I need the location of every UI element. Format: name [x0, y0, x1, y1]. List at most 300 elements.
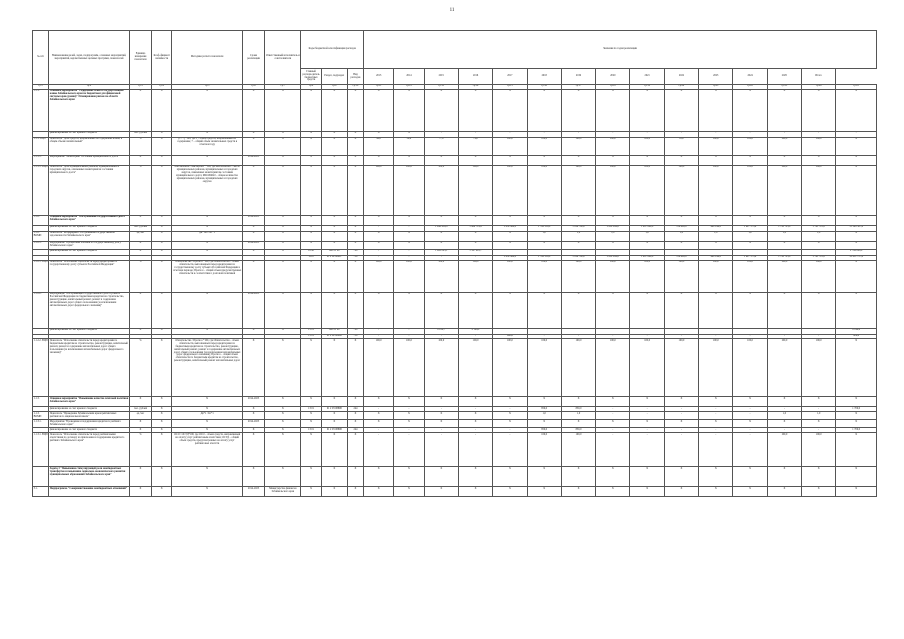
table-cell: X [152, 215, 172, 225]
header-year: 2023 [699, 69, 733, 85]
table-cell: 100,0 [364, 165, 394, 215]
table-cell: 060 01 00 [321, 328, 347, 334]
row-number-cell: 1.1.2. ВОМП [33, 231, 49, 241]
table-cell: ед./час [129, 412, 151, 420]
table-cell: X [265, 328, 301, 334]
table-cell: X [424, 241, 458, 249]
table-cell: X [699, 420, 733, 428]
table-cell: X [493, 89, 527, 131]
table-cell: - [699, 407, 733, 412]
table-cell: 100,0 [699, 339, 733, 397]
table-cell: 01 2 02 06898 [321, 334, 347, 339]
table-cell: X [152, 420, 172, 428]
column-number: гр.16 [527, 85, 561, 90]
table-cell: 79,0 [458, 137, 492, 155]
table-cell: - [424, 255, 458, 260]
table-cell: - [630, 433, 664, 467]
table-cell: X [152, 467, 172, 487]
table-cell: X [561, 215, 595, 225]
table-cell: 100,0 [458, 339, 492, 397]
table-cell: X [664, 89, 698, 131]
table-cell: тыс. рублей [129, 225, 151, 231]
table-cell: X [836, 215, 877, 225]
table-cell: X [664, 241, 698, 249]
table-cell: X [321, 397, 347, 407]
table-cell: 100,0 [733, 260, 767, 292]
table-cell: - [802, 334, 836, 339]
table-cell: X [265, 165, 301, 215]
table-cell: 100,0 [630, 165, 664, 215]
table-cell: Обязательства / Прогноз *100, где Обязательства – объем обязательств, выполненных перед кредиторами по государственному долгу субъекта Российской Федерации в отчетном периоде; Прогноз – общий объем предусмотренных обязательств в соответствии с долговой политикой [172, 260, 243, 292]
table-cell: - [596, 407, 630, 412]
table-cell: X [321, 260, 347, 292]
table-cell: X [767, 292, 801, 328]
table-cell: X [836, 241, 877, 249]
table-cell: X [699, 292, 733, 328]
table-cell: 1 627 375,4 [733, 255, 767, 260]
table-cell: 100,0 [561, 339, 595, 397]
table-cell: X [733, 155, 767, 165]
table-cell: 1301 [301, 255, 321, 260]
table-cell: 1 700,0 [836, 428, 877, 433]
table-cell: X [152, 231, 172, 241]
table-cell: - [630, 131, 664, 137]
table-row [33, 260, 877, 292]
table-cell: - [733, 433, 767, 467]
table-cell: X [394, 89, 424, 131]
table-cell: MR.MOmOm / MR.MOmO * 100, где MR.MOmOm – число муниципальных районов, муниципальных и городских округов, охваченных мониторингом состояния муниципального долга; MR.MOmO – общее количество муниципальных районов, муниципальных и городских округов [172, 165, 243, 215]
table-cell: Министерство финансов Забайкальского края [265, 487, 301, 497]
table-cell: 1 096 956,8 [424, 225, 458, 231]
table-cell: - [458, 428, 492, 433]
table-cell: X [152, 407, 172, 412]
table-cell: 100,0 [561, 137, 595, 155]
column-number: гр.19 [630, 85, 664, 90]
table-cell: X [733, 420, 767, 428]
table-cell: X [802, 155, 836, 165]
table-cell: X [458, 412, 492, 420]
table-cell: X [242, 225, 264, 231]
table-cell: - [596, 412, 630, 420]
table-cell: 100,0 [767, 339, 801, 397]
table-cell: X [767, 420, 801, 428]
table-cell: X [664, 215, 698, 225]
table-cell: 100,0 [699, 165, 733, 215]
table-cell: 100,0 [424, 165, 458, 215]
table-cell: 100,0 [596, 339, 630, 397]
table-cell: 100,0 [527, 260, 561, 292]
table-cell: X [301, 467, 321, 487]
column-number: гр.13 [424, 85, 458, 90]
table-cell: - [394, 428, 424, 433]
table-cell: 786 620,0 [664, 225, 698, 231]
table-cell: 85,0 [664, 137, 698, 155]
table-cell: 1 969 719,9 [458, 225, 492, 231]
table-cell: X [458, 89, 492, 131]
table-cell: X [596, 292, 630, 328]
table-cell: 244 [347, 428, 363, 433]
table-cell: X [699, 487, 733, 497]
column-number: гр.25 [836, 85, 877, 90]
table-cell: X [321, 225, 347, 231]
table-cell: 1,0 [561, 412, 595, 420]
table-cell: X [630, 420, 664, 428]
table-cell: 100,0 [767, 137, 801, 155]
table-cell: X [321, 339, 347, 397]
table-cell: X [152, 137, 172, 155]
column-number: гр.20 [664, 85, 698, 90]
column-number: гр.11 [364, 85, 394, 90]
table-cell: X [172, 225, 243, 231]
table-cell: X [347, 131, 363, 137]
row-name-cell: Основное мероприятие "Обслуживание государственного долга Забайкальского края" [49, 215, 130, 225]
table-cell: 2014-2025 [242, 487, 264, 497]
table-cell: - [364, 255, 394, 260]
table-cell: - [664, 131, 698, 137]
table-cell: - [767, 131, 801, 137]
column-number: гр.10 [347, 85, 363, 90]
row-number-cell: 1.1.2.2. ВЦП [33, 339, 49, 397]
table-cell: X [664, 397, 698, 407]
table-cell: - [767, 428, 801, 433]
row-name-cell: Показатель "Исполнение обязательств перед кредиторами по бюджетным кредитам на строительство, реконструкцию, капитальный ремонт, ремонт и содержание автомобильных дорог общего пользования (за исключением автомобильных дорог федерального значения)" [49, 339, 130, 397]
table-cell: X [152, 412, 172, 420]
table-cell: X [364, 215, 394, 225]
table-cell: X [265, 433, 301, 467]
table-cell: X [836, 420, 877, 428]
table-cell: X [265, 241, 301, 249]
table-cell: X [129, 215, 151, 225]
table-cell: X [561, 89, 595, 131]
table-cell: X [767, 241, 801, 249]
header-year: 2017 [493, 69, 527, 85]
table-cell: X [152, 328, 172, 334]
table-cell: X [172, 397, 243, 407]
table-cell: 100,0 [664, 260, 698, 292]
table-cell: X [596, 215, 630, 225]
table-cell: X [347, 215, 363, 225]
table-cell: X [242, 165, 264, 215]
table-cell: X [321, 131, 347, 137]
table-cell: X [596, 467, 630, 487]
column-number: гр.24 [802, 85, 836, 90]
table-cell: X [493, 215, 527, 225]
table-cell: X [561, 155, 595, 165]
table-cell: X [265, 420, 301, 428]
table-cell: - [458, 131, 492, 137]
table-cell: 100,0 [630, 260, 664, 292]
table-cell: X [347, 241, 363, 249]
table-cell: - [802, 407, 836, 412]
table-cell: 100,0 [699, 137, 733, 155]
header-kbk: Коды бюджетной классификации расходов [301, 31, 364, 69]
table-cell: X [802, 420, 836, 428]
table-cell: X [301, 165, 321, 215]
table-cell: - [458, 334, 492, 339]
table-cell: X [596, 397, 630, 407]
table-cell: (1 / 7) *100, где 1 – объем средств, направленный на содержание; 7 – общий объем значительных средств в отчетном году [172, 137, 243, 155]
table-cell: X [301, 420, 321, 428]
header-year: 2024 [733, 69, 767, 85]
table-cell: X [301, 215, 321, 225]
table-cell: X [596, 420, 630, 428]
table-cell: X [424, 215, 458, 225]
table-cell: X [493, 397, 527, 407]
table-cell: - [424, 334, 458, 339]
table-cell: - [364, 407, 394, 412]
table-cell: - [733, 131, 767, 137]
table-row [33, 241, 877, 249]
header-kbk-section: Раздел, подраздел [321, 69, 347, 85]
table-cell: 1,0 [527, 412, 561, 420]
table-cell: 100,0 [802, 339, 836, 397]
table-cell: X [129, 467, 151, 487]
header-year: 2018 [527, 69, 561, 85]
table-cell: 1 932 426,0 [493, 255, 527, 260]
table-cell: X [242, 231, 264, 241]
table-cell: X [836, 260, 877, 292]
table-cell: X [129, 155, 151, 165]
table-cell: 100,0 [394, 165, 424, 215]
table-cell: 1 166 700,0 [561, 255, 595, 260]
table-cell: 2014-2025 [242, 397, 264, 407]
table-cell: Дк*1 / Кс*1 [172, 412, 243, 420]
table-cell: 490 144,2 [699, 225, 733, 231]
table-row [33, 339, 877, 397]
table-cell: X [321, 487, 347, 497]
table-cell: X [493, 420, 527, 428]
table-cell: X [152, 131, 172, 137]
table-cell: X [172, 89, 243, 131]
table-cell: X [321, 241, 347, 249]
table-cell: X [664, 420, 698, 428]
column-number: гр.1 [33, 85, 49, 90]
table-cell: - [596, 433, 630, 467]
header-year: 2016 [458, 69, 492, 85]
table-cell: % [129, 165, 151, 215]
table-cell: 77,0 [424, 137, 458, 155]
table-cell: X [265, 428, 301, 433]
row-name-cell: Мероприятие "Процентные платежи по государственному долгу Забайкальского края" [49, 241, 130, 249]
table-cell: X [733, 215, 767, 225]
table-cell: - [561, 334, 595, 339]
table-cell: X [836, 412, 877, 420]
table-cell: 100,0 [802, 433, 836, 467]
table-cell: - [394, 407, 424, 412]
table-cell: тыс. рублей [129, 131, 151, 137]
row-number-cell: 1.1.1.1. [33, 155, 49, 165]
table-cell: X [152, 428, 172, 433]
row-name-cell: Задача 3 "Повышение стимулирующей роли межбюджетных трансфертов и повышение социально-экономического развития муниципальных образований Забайкальского края" [49, 467, 130, 487]
table-cell: 12 951 727,4 [836, 255, 877, 260]
column-number: гр.12 [394, 85, 424, 90]
table-cell: - [424, 428, 458, 433]
table-cell: 100,0 [596, 165, 630, 215]
row-number-cell: 1.1.2.2. [33, 292, 49, 328]
table-cell: - [364, 433, 394, 467]
table-cell: X [493, 412, 527, 420]
table-cell: X [493, 231, 527, 241]
header-kbk-grbs: Главный распоря-дитель бюджетных средств [301, 69, 321, 85]
table-cell: X [301, 225, 321, 231]
table-cell: 2014-2025 [242, 241, 264, 249]
table-cell: 100,0 [527, 165, 561, 215]
table-cell: 100,0 [493, 260, 527, 292]
table-cell: X [836, 339, 877, 397]
table-cell: X [699, 215, 733, 225]
table-cell: 1,0 [699, 231, 733, 241]
table-cell: 100,0 [561, 433, 595, 467]
table-cell: - [733, 334, 767, 339]
table-cell: % [129, 339, 151, 397]
column-number: гр.17 [561, 85, 595, 90]
row-number-cell: 1.1.3.1. ВЦП [33, 433, 49, 467]
table-cell: 2 169,2 [458, 328, 492, 334]
table-cell: X [394, 292, 424, 328]
table-cell: X [561, 487, 595, 497]
table-cell: 100,0 [802, 165, 836, 215]
table-cell: X [301, 241, 321, 249]
table-cell: X [527, 487, 561, 497]
table-cell: 100,0 [664, 165, 698, 215]
table-cell: 1,0 [802, 412, 836, 420]
table-cell: X [242, 467, 264, 487]
table-cell: X [129, 328, 151, 334]
column-number: гр.9 [321, 85, 347, 90]
table-cell: X [527, 420, 561, 428]
table-cell: X [172, 420, 243, 428]
header-year: 2025 [767, 69, 801, 85]
table-cell: - [767, 334, 801, 339]
table-cell: - [527, 334, 561, 339]
row-name-cell: финансирование за счет краевого бюджета [49, 249, 130, 255]
table-cell: 01 2 02 06897 [321, 255, 347, 260]
table-cell: - [458, 433, 492, 467]
table-cell: 100,0 [394, 260, 424, 292]
table-cell: X [767, 397, 801, 407]
table-cell: X [458, 467, 492, 487]
table-cell: X [561, 420, 595, 428]
row-name-cell: Мероприятие "Мониторинг состояния муниципального долга" [49, 155, 130, 165]
table-cell: X [364, 487, 394, 497]
table-cell: X [347, 225, 363, 231]
table-cell: 1,0 [767, 231, 801, 241]
table-cell: 100,0 [767, 165, 801, 215]
table-cell: - [394, 255, 424, 260]
table-cell: X [172, 215, 243, 225]
row-number-cell: 1.1.1. ВЦП [33, 137, 49, 155]
table-cell: X [301, 397, 321, 407]
table-cell: X [364, 412, 394, 420]
row-number-cell: 1.1.2.1. ВЦП [33, 260, 49, 292]
row-name-cell: финансирование за счет краевого бюджета [49, 328, 130, 334]
table-cell: X [347, 165, 363, 215]
table-cell: X [172, 292, 243, 328]
table-cell: X [152, 292, 172, 328]
row-number-cell: 1.1.2. [33, 215, 49, 225]
table-cell: X [129, 89, 151, 131]
table-cell: X [733, 241, 767, 249]
table-cell: - [802, 428, 836, 433]
page-number: 11 [449, 8, 455, 13]
row-name-cell: финансирование за счет краевого бюджета [49, 428, 130, 433]
table-cell: 100,0 [364, 339, 394, 397]
table-cell: X [129, 397, 151, 407]
table-cell: X [596, 487, 630, 497]
table-cell: 54,9 [394, 137, 424, 155]
table-cell: X [321, 89, 347, 131]
table-cell: X [265, 467, 301, 487]
table-cell: - [733, 407, 767, 412]
table-cell: - [424, 131, 458, 137]
table-cell: X [630, 292, 664, 328]
table-cell: X [424, 412, 458, 420]
table-cell: X [364, 131, 394, 137]
table-cell: - [394, 334, 424, 339]
table-cell: X [733, 487, 767, 497]
table-cell: X [129, 241, 151, 249]
table-row [33, 215, 877, 225]
table-cell: X [836, 165, 877, 215]
table-cell: X [301, 155, 321, 165]
table-cell: X [172, 131, 243, 137]
table-cell: X [301, 433, 321, 467]
table-cell: X [561, 397, 595, 407]
table-cell: X [172, 241, 243, 249]
table-cell: X [458, 231, 492, 241]
table-cell: 100,0 [458, 260, 492, 292]
table-cell: X [364, 397, 394, 407]
table-cell: 100,0 [630, 339, 664, 397]
table-cell: X [458, 215, 492, 225]
table-cell: 100,0 [424, 339, 458, 397]
table-cell: X [129, 487, 151, 497]
table-cell: X [836, 487, 877, 497]
table-cell: X [347, 339, 363, 397]
header-values: Значения по годам реализации [364, 31, 877, 69]
table-cell: X [836, 433, 877, 467]
column-number: гр.4 [152, 85, 172, 90]
table-cell: X [802, 215, 836, 225]
column-number: гр.8 [301, 85, 321, 90]
header-method: Методика расчета показателя [172, 31, 243, 85]
table-cell: 1 067 860,0 [630, 255, 664, 260]
table-cell: X [321, 420, 347, 428]
table-cell: X [493, 467, 527, 487]
table-cell: - [364, 328, 394, 334]
table-cell: 1 769 359,0 [527, 255, 561, 260]
table-cell: X [561, 467, 595, 487]
table-cell: X [347, 89, 363, 131]
table-cell: 100,0 [664, 339, 698, 397]
table-cell: 01 2 03 08898 [321, 407, 347, 412]
table-cell: 2014-2025 [242, 155, 264, 165]
table-cell: 850,0 [561, 428, 595, 433]
column-number: гр.22 [733, 85, 767, 90]
table-cell: 1 062 085,1 [424, 249, 458, 255]
table-cell: 244 [347, 407, 363, 412]
table-cell: 100,0 [527, 137, 561, 155]
table-cell: X [364, 467, 394, 487]
table-cell: X [301, 89, 321, 131]
table-cell: X [664, 487, 698, 497]
table-cell: X [767, 215, 801, 225]
table-row [33, 467, 877, 487]
table-cell: X [767, 89, 801, 131]
header-year: Итого [802, 69, 836, 85]
table-cell: 730 [347, 255, 363, 260]
table-cell: 100,0 [364, 260, 394, 292]
